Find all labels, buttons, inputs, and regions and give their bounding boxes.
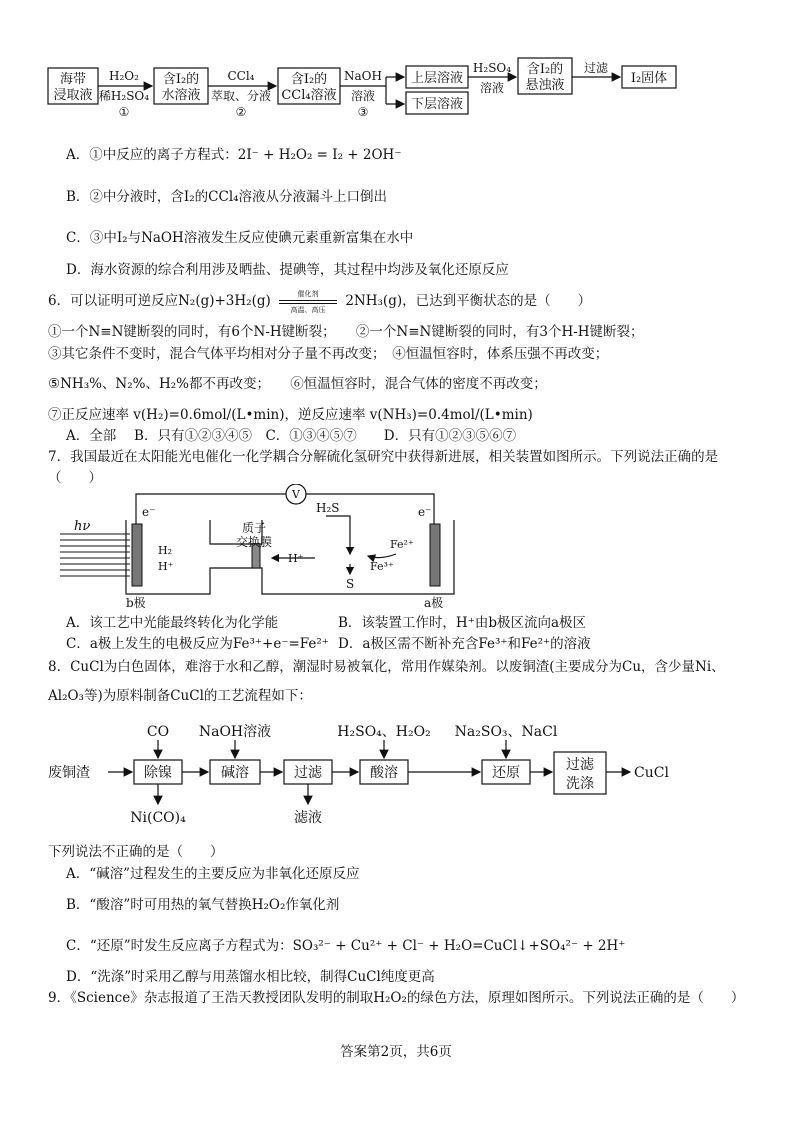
photoelectrochemical-cell-diagram <box>60 484 480 609</box>
svg-text:交换膜: 交换膜 <box>235 535 273 549</box>
svg-text:e⁻: e⁻ <box>142 505 156 519</box>
svg-text:H₂SO₄: H₂SO₄ <box>472 61 512 75</box>
svg-text:CuCl: CuCl <box>634 765 669 781</box>
svg-text:H₂O₂: H₂O₂ <box>109 69 139 83</box>
electrode-a <box>430 524 440 586</box>
iodine-extraction-flowchart <box>40 52 720 127</box>
q7-stem-2: （ ） <box>48 470 102 486</box>
svg-text:e⁻: e⁻ <box>418 505 432 519</box>
svg-text:NaOH: NaOH <box>344 69 382 83</box>
svg-text:b极: b极 <box>126 596 146 609</box>
page-footer: 答案第2页，共6页 <box>340 1044 452 1060</box>
q7-option-a: A．该工艺中光能最终转化为化学能 <box>66 615 279 631</box>
q7-option-b: B．该装置工作时，H⁺由b极区流向a极区 <box>338 615 587 631</box>
svg-text:CCl₄: CCl₄ <box>227 69 255 83</box>
q5-option-b: B．②中分液时，含I₂的CCl₄溶液从分液漏斗上口倒出 <box>66 189 388 205</box>
svg-text:S: S <box>346 577 355 591</box>
svg-text:Ni(CO)₄: Ni(CO)₄ <box>130 810 186 826</box>
svg-text:质子: 质子 <box>241 521 267 535</box>
q7-option-c: C．a极上发生的电极反应为Fe³⁺+e⁻=Fe²⁺ <box>66 636 329 652</box>
svg-text:下层溶液: 下层溶液 <box>410 97 464 112</box>
box-kelp-l2: 浸取液 <box>53 88 93 103</box>
svg-text:NaOH溶液: NaOH溶液 <box>198 724 272 740</box>
equilibrium-arrow: 催化剂 高温、高压 <box>275 295 341 309</box>
q5-option-c: C．③中I₂与NaOH溶液发生反应使碘元素重新富集在水中 <box>66 230 414 246</box>
svg-text:滤液: 滤液 <box>294 810 322 826</box>
q7-option-d: D．a极区需不断补充含Fe³⁺和Fe²⁺的溶液 <box>338 636 591 652</box>
svg-text:洗涤: 洗涤 <box>566 776 594 792</box>
svg-text:H⁺: H⁺ <box>158 560 174 573</box>
svg-text:过滤: 过滤 <box>583 61 609 75</box>
svg-text:上层溶液: 上层溶液 <box>410 71 464 86</box>
svg-text:③: ③ <box>357 105 369 119</box>
svg-text:过滤: 过滤 <box>294 765 322 781</box>
electrode-b <box>132 524 142 586</box>
q6-options: A．全部 B．只有①②③④⑤ C．①③④⑤⑦ D．只有①②③⑤⑥⑦ <box>66 428 517 444</box>
q6-line3: ⑤NH₃%、N₂%、H₂%都不再改变； ⑥恒温恒容时，混合气体的密度不再改变； <box>48 376 547 392</box>
svg-text:Na₂SO₃、NaCl: Na₂SO₃、NaCl <box>454 724 558 740</box>
q5-option-a: A．①中反应的离子方程式：2I⁻ + H₂O₂ = I₂ + 2OH⁻ <box>66 147 402 163</box>
svg-text:酸溶: 酸溶 <box>370 765 398 781</box>
q5-option-d: D．海水资源的综合利用涉及晒盐、提碘等，其过程中均涉及氧化还原反应 <box>66 262 509 278</box>
q8-stem: 8．CuCl为白色固体，难溶于水和乙醇，潮湿时易被氧化，常用作媒染剂。以废铜渣(主要成分为Cu，含少量Ni、 <box>48 659 725 675</box>
svg-text:悬浊液: 悬浊液 <box>525 78 565 93</box>
q7-stem: 7．我国最近在太阳能光电催化一化学耦合分解硫化氢研究中获得新进展，相关装置如图所示。下列说法正确的是 <box>48 449 719 465</box>
svg-text:废铜渣: 废铜渣 <box>48 765 90 781</box>
svg-text:还原: 还原 <box>492 765 520 781</box>
q8-option-b: B．“酸溶”时可用热的氧气替换H₂O₂作氧化剂 <box>66 897 340 913</box>
q6-stem: 6．可以证明可逆反应N₂(g)+3H₂(g) 催化剂 高温、高压 2NH₃(g)，已达到平衡状态的是（ ） <box>48 289 592 314</box>
box-kelp-l1: 海带 <box>59 72 87 87</box>
q6-line2: ③其它条件不变时，混合气体平均相对分子量不再改变； ④恒温恒容时，体系压强不再改变； <box>48 346 609 362</box>
svg-text:CCl₄溶液: CCl₄溶液 <box>281 88 337 103</box>
svg-text:Fe³⁺: Fe³⁺ <box>370 560 394 573</box>
svg-text:水溶液: 水溶液 <box>161 88 201 103</box>
svg-text:H₂S: H₂S <box>316 501 340 515</box>
svg-text:含I₂的: 含I₂的 <box>526 62 564 77</box>
svg-text:含I₂的: 含I₂的 <box>290 72 328 87</box>
q6-line1: ①一个N≡N键断裂的同时，有6个N-H键断裂； ②一个N≡N键断裂的同时，有3个H-H键断裂； <box>48 324 644 340</box>
svg-text:过滤: 过滤 <box>566 757 594 773</box>
svg-text:萃取、分液: 萃取、分液 <box>210 89 272 103</box>
svg-text:H₂SO₄、H₂O₂: H₂SO₄、H₂O₂ <box>337 724 431 740</box>
svg-text:除镍: 除镍 <box>144 765 172 781</box>
hv-label: hν <box>74 519 91 534</box>
q8-option-a: A．“碱溶”过程发生的主要反应为非氧化还原反应 <box>66 866 360 882</box>
svg-text:I₂固体: I₂固体 <box>630 71 668 86</box>
svg-text:CO: CO <box>146 724 170 740</box>
svg-text:溶液: 溶液 <box>350 89 376 103</box>
cucl-process-flowchart <box>44 716 704 836</box>
svg-text:H₂: H₂ <box>158 544 173 557</box>
svg-text:②: ② <box>235 105 247 119</box>
svg-text:碱溶: 碱溶 <box>221 765 249 781</box>
q9-stem: 9．《Science》杂志报道了王浩天教授团队发明的制取H₂O₂的绿色方法，原理如图所示。下列说法正确的是（ ） <box>48 990 745 1006</box>
svg-text:①: ① <box>118 105 130 119</box>
svg-text:含I₂的: 含I₂的 <box>162 72 200 87</box>
q8-option-c: C．“还原”时发生反应离子方程式为：SO₃²⁻ + Cu²⁺ + Cl⁻ + H₂O=CuCl↓+SO₄²⁻ + 2H⁺ <box>66 938 626 954</box>
q8-option-d: D．“洗涤”时采用乙醇与用蒸馏水相比较，制得CuCl纯度更高 <box>66 969 435 985</box>
svg-text:H⁺: H⁺ <box>288 552 304 565</box>
svg-text:a极: a极 <box>424 596 444 609</box>
svg-text:Fe²⁺: Fe²⁺ <box>390 538 414 551</box>
q6-line4: ⑦正反应速率 v(H₂)=0.6mol/(L•min)，逆反应速率 v(NH₃)=0.4mol/(L•min) <box>48 407 533 423</box>
svg-text:溶液: 溶液 <box>479 81 505 95</box>
svg-text:稀H₂SO₄: 稀H₂SO₄ <box>98 89 150 103</box>
q8-question: 下列说法不正确的是（ ） <box>48 844 224 860</box>
q8-stem-2: Al₂O₃等)为原料制备CuCl的工艺流程如下： <box>48 688 312 704</box>
svg-text:V: V <box>292 488 300 501</box>
